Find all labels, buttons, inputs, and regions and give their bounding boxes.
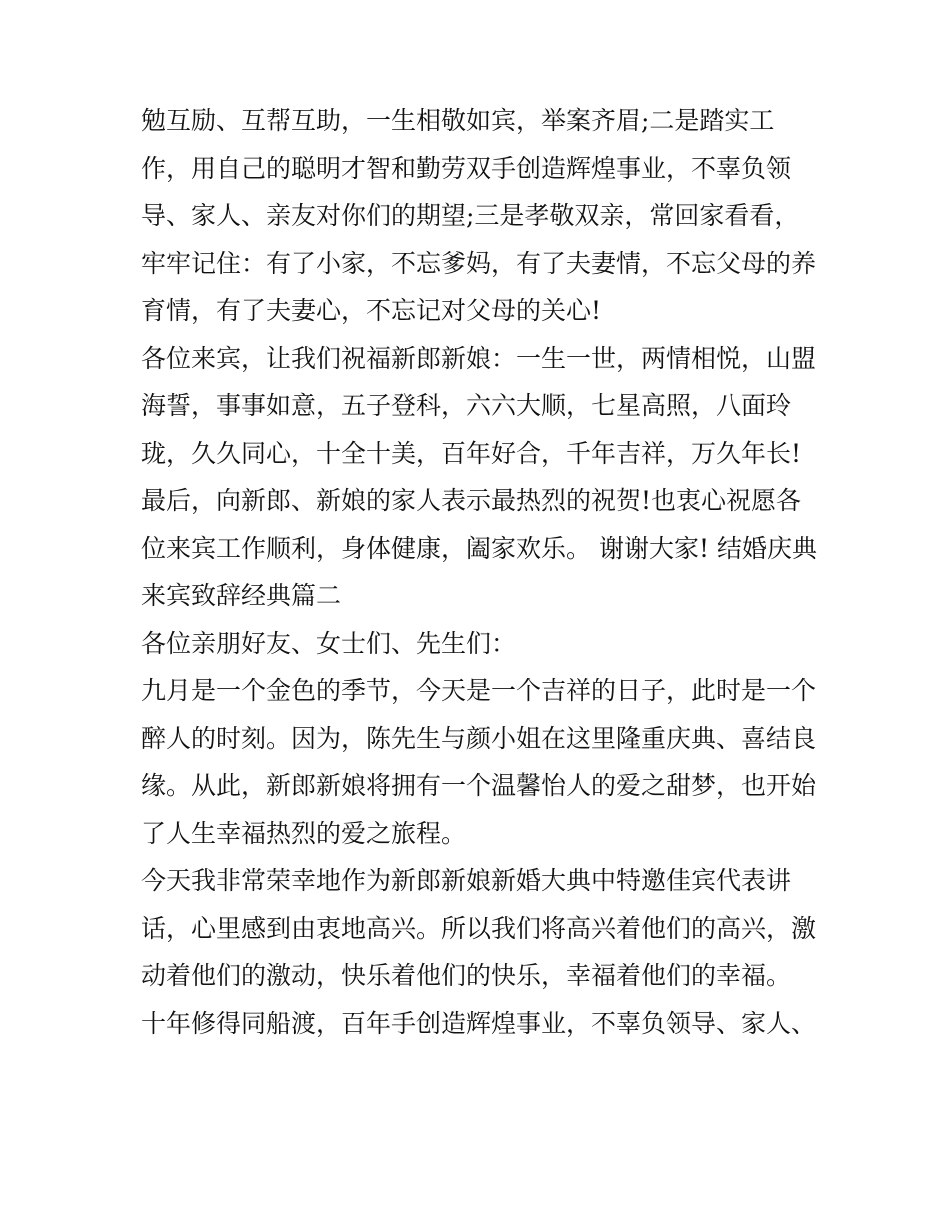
salutation-line: 各位亲朋好友、女士们、先生们：	[141, 628, 517, 658]
text-line: 位来宾工作顺利，身体健康，阖家欢乐。 谢谢大家! 结婚庆典	[141, 533, 817, 563]
text-line: 珑，久久同心，十全十美，百年好合，千年吉祥，万久年长!	[141, 438, 802, 468]
text-line: 缘。从此，新郎新娘将拥有一个温馨怡人的爱之甜梦，也开始	[141, 771, 817, 800]
text-line: 最后，向新郎、新娘的家人表示最热烈的祝贺!也衷心祝愿各	[141, 486, 802, 515]
text-line: 了人生幸福热烈的爱之旅程。	[141, 818, 467, 848]
text-line: 作，用自己的聪明才智和勤劳双手创造辉煌事业，不辜负领	[141, 153, 792, 183]
text-line: 九月是一个金色的季节，今天是一个吉祥的日子，此时是一个	[141, 676, 817, 705]
text-line: 育情，有了夫妻心，不忘记对父母的关心!	[141, 296, 602, 325]
text-line: 勉互励、互帮互助，一生相敬如宾，举案齐眉;二是踏实工	[141, 106, 775, 135]
text-line: 动着他们的激动，快乐着他们的快乐，幸福着他们的幸福。	[141, 961, 792, 990]
text-line: 各位来宾，让我们祝福新郎新娘：一生一世，两情相悦，山盟	[141, 343, 817, 373]
text-line: 导、家人、亲友对你们的期望;三是孝敬双亲，常回家看看，	[141, 201, 800, 230]
text-line: 今天我非常荣幸地作为新郎新娘新婚大典中特邀佳宾代表讲	[141, 866, 792, 895]
text-line: 话，心里感到由衷地高兴。所以我们将高兴着他们的高兴，激	[141, 913, 817, 943]
section-heading: 来宾致辞经典篇二	[141, 581, 342, 610]
text-line: 牢牢记住：有了小家，不忘爹妈，有了夫妻情，不忘父母的养	[141, 248, 817, 278]
text-line: 醉人的时刻。因为，陈先生与颜小姐在这里隆重庆典、喜结良	[141, 723, 817, 753]
text-line: 海誓，事事如意，五子登科，六六大顺，七星高照，八面玲	[141, 391, 792, 420]
text-line: 十年修得同船渡，百年手创造辉煌事业，不辜负领导、家人、	[141, 1008, 817, 1038]
